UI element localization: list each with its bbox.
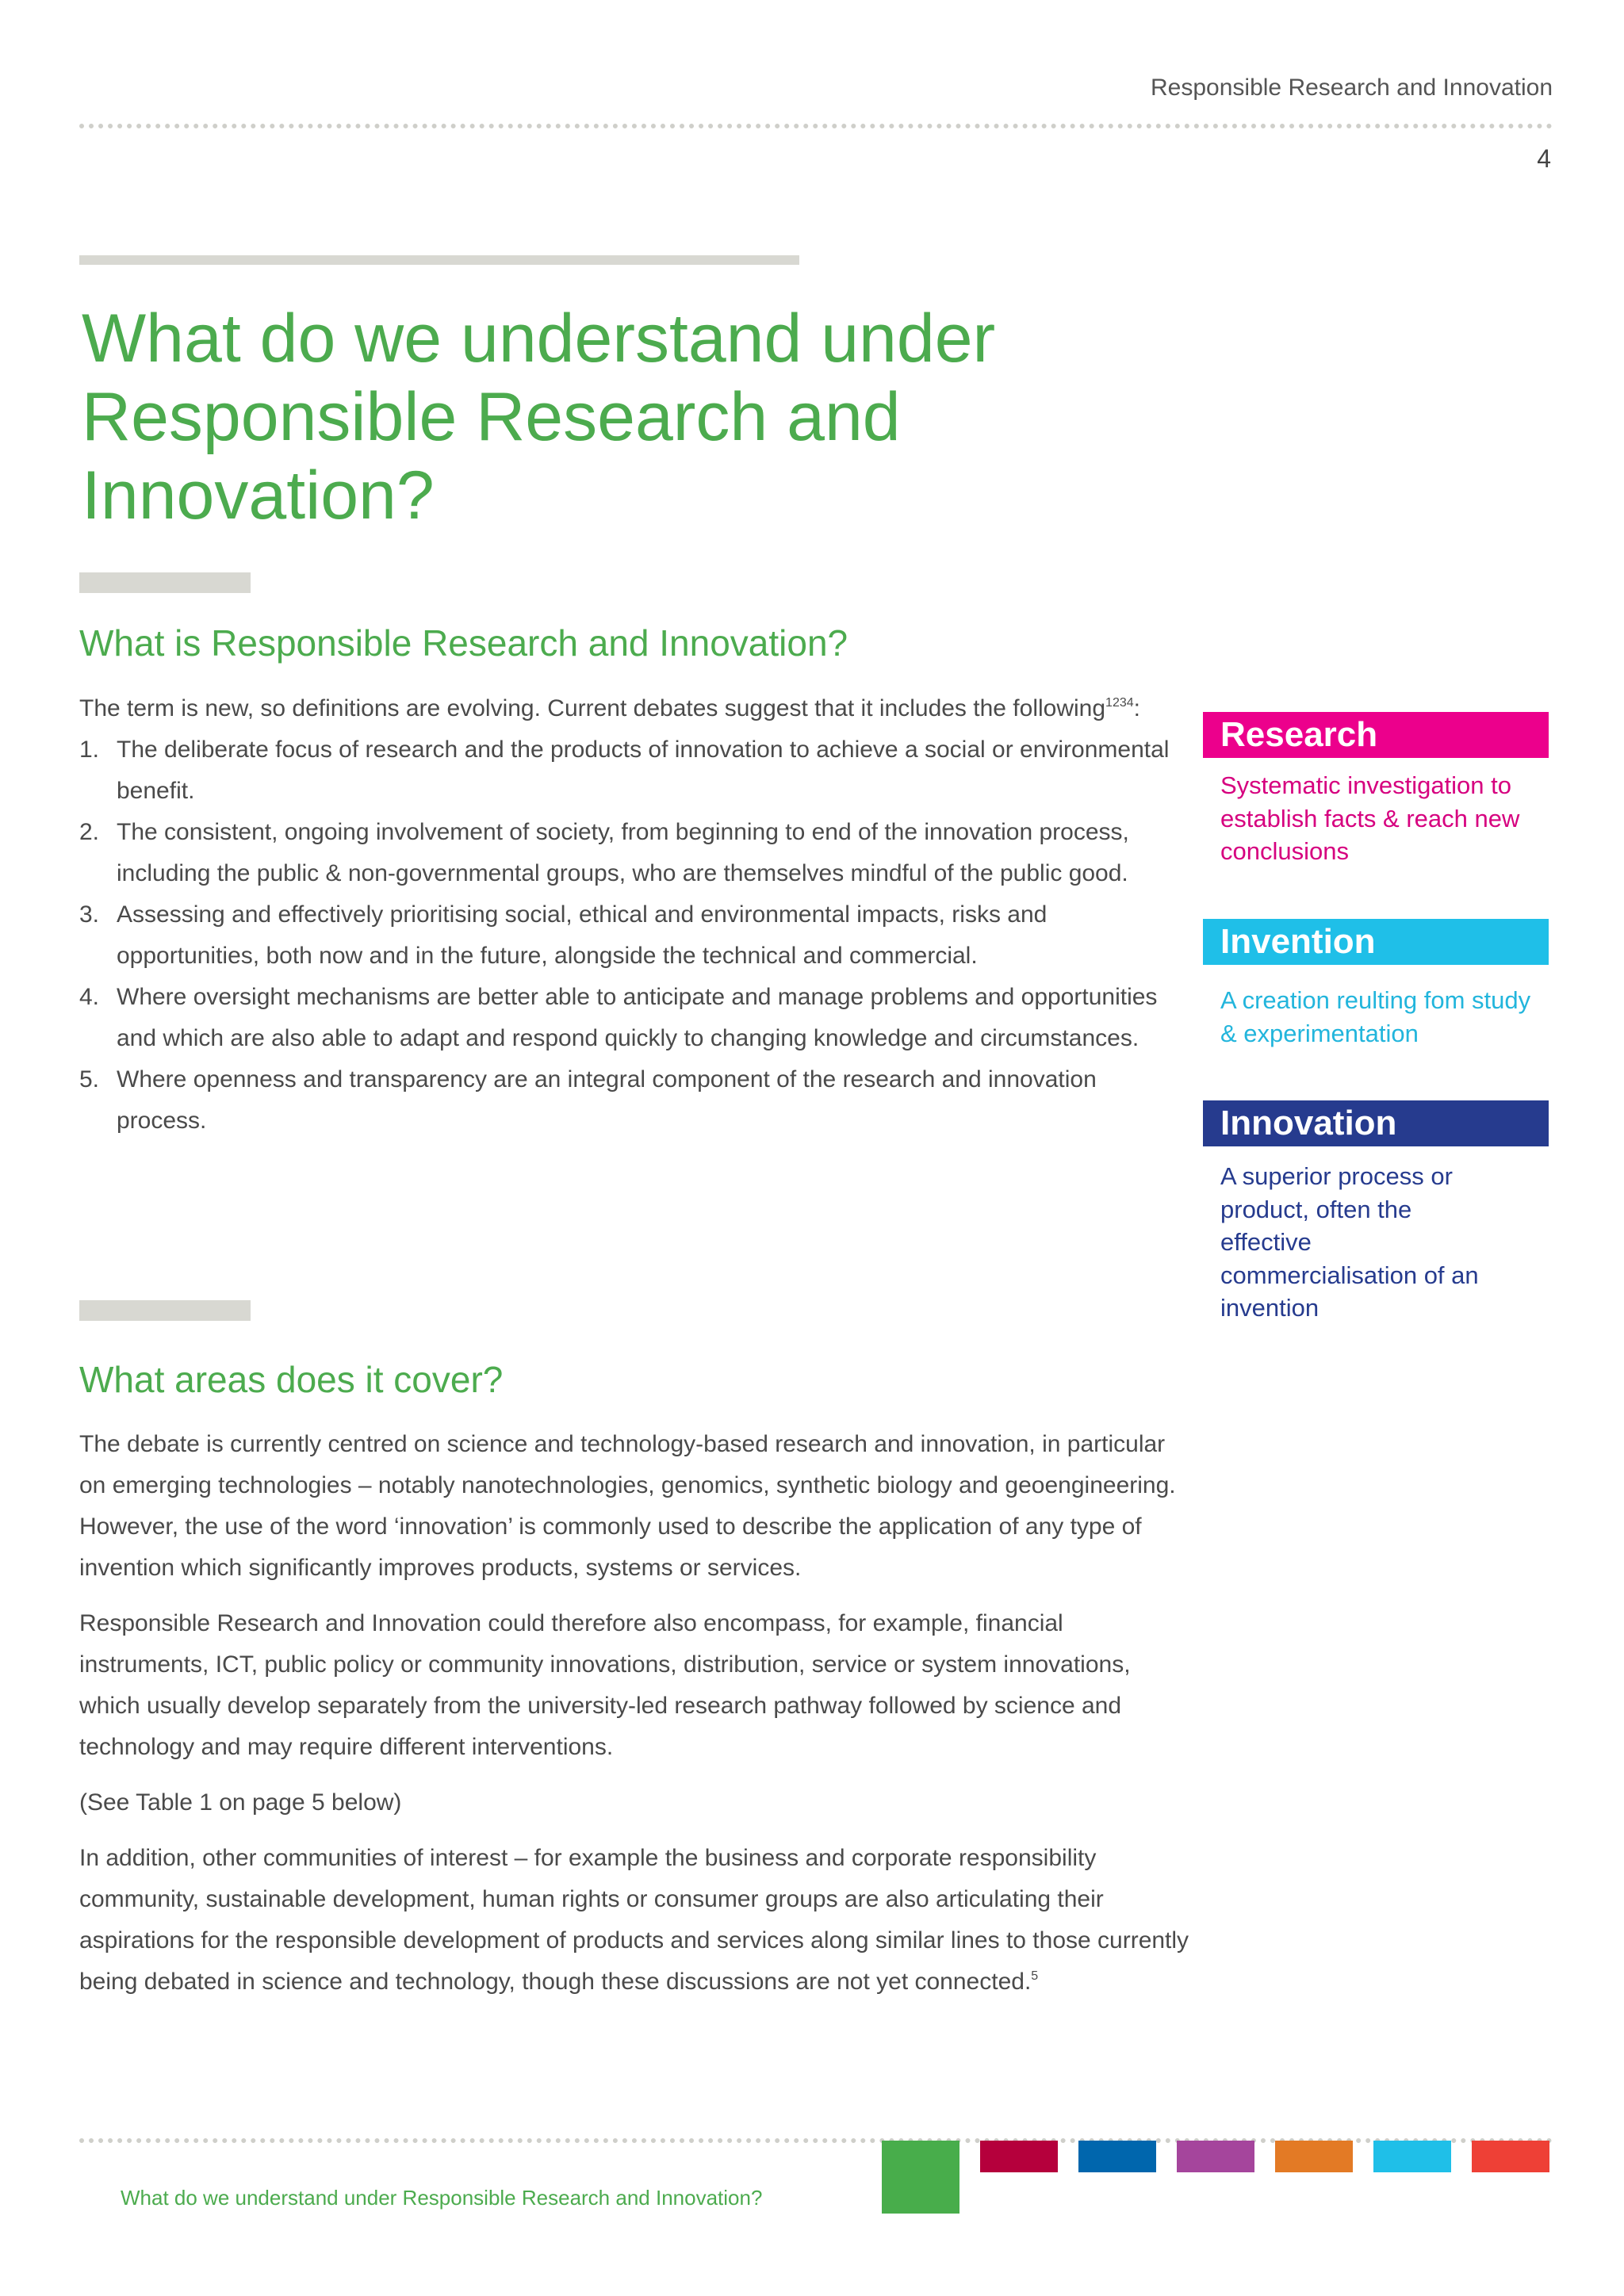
footnote-ref: 5: [1031, 1969, 1039, 1983]
paragraph: In addition, other communities of interest – for example the business and corporate responsibility community, sustainable development, human rights or consumer groups are also articulating their aspirations for the responsible development of products and services along similar lines to those currently being debated in science and technology, though these discussions are not yet connected.$^5$: [79, 1845, 1189, 1995]
list-item: 1. The deliberate focus of research and the products of innovation to achieve a social or environmental benefit.: [79, 737, 1170, 804]
section-heading-areas: What areas does it cover?: [79, 1359, 504, 1400]
color-swatch-red: [1472, 2141, 1549, 2172]
list-item: 2. The consistent, ongoing involvement of society, from beginning to end of the innovation process, including the public & non-governmental groups, who are themselves mindful of the public good.: [79, 819, 1129, 886]
section-rule: [79, 1300, 251, 1321]
color-swatch-orange: [1275, 2141, 1353, 2172]
paragraph: The debate is currently centred on science and technology-based research and innovation, in particular on emerging technologies – notably nanotechnologies, genomics, synthetic biology and geoengineering. However, the use of the word ‘innovation’ is commonly used to describe the application of any type of invention which significantly improves products, systems or services.: [79, 1431, 1176, 1581]
definition-title-innovation: Innovation: [1203, 1100, 1549, 1146]
definition-title-invention: Invention: [1203, 919, 1549, 965]
definition-text-research: Systematic investigation to establish facts & reach new conclusions: [1220, 771, 1520, 865]
list-item: 3. Assessing and effectively prioritising social, ethical and environmental impacts, risks and opportunities, both now and in the future, alongside the technical and commercial.: [79, 901, 1048, 969]
section-areas-body: [79, 1424, 1189, 2003]
intro-paragraph: The term is new, so definitions are evolving. Current debates suggest that it includes the following$^{1234}$:: [79, 695, 1140, 721]
color-swatch-cyan: [1373, 2141, 1451, 2172]
list-item: 5. Where openness and transparency are an integral component of the research and innovation process.: [79, 1066, 1097, 1134]
definition-title-research: Research: [1203, 712, 1549, 758]
color-swatch-crimson: [980, 2141, 1058, 2172]
page-number: 4: [1537, 144, 1551, 173]
title-rule: [79, 255, 799, 265]
list-item: 4. Where oversight mechanisms are better able to anticipate and manage problems and opportunities and which are also able to adapt and respond quickly to changing knowledge and circumstances.: [79, 984, 1158, 1051]
definition-text-innovation: A superior process or product, often the effective commercialisation of an invention: [1220, 1162, 1479, 1322]
definition-text-invention: A creation reulting fom study & experimentation: [1220, 986, 1531, 1047]
paragraph: Responsible Research and Innovation could therefore also encompass, for example, financial instruments, ICT, public policy or community innovations, distribution, service or system innovations, which usually develop separately from the university-led research pathway followed by science and technology and may require different interventions.: [79, 1610, 1131, 1760]
footnote-ref: 1234: [1105, 696, 1134, 710]
running-header: Responsible Research and Innovation: [1151, 75, 1553, 101]
section-rule: [79, 572, 251, 593]
table-reference: (See Table 1 on page 5 below): [79, 1789, 402, 1816]
color-swatch-purple: [1177, 2141, 1254, 2172]
header-divider: [79, 124, 1553, 128]
footer-chapter-title: What do we understand under Responsible Research and Innovation?: [121, 2186, 763, 2210]
color-swatch-blue: [1078, 2141, 1156, 2172]
section-what-is-body: [79, 688, 1189, 1142]
section-heading-what-is: What is Responsible Research and Innovation?: [79, 622, 848, 664]
definition-list: [79, 729, 1189, 1142]
page-title: What do we understand under Responsible Research and Innovation?: [82, 300, 996, 534]
color-swatch-green: [882, 2141, 959, 2214]
